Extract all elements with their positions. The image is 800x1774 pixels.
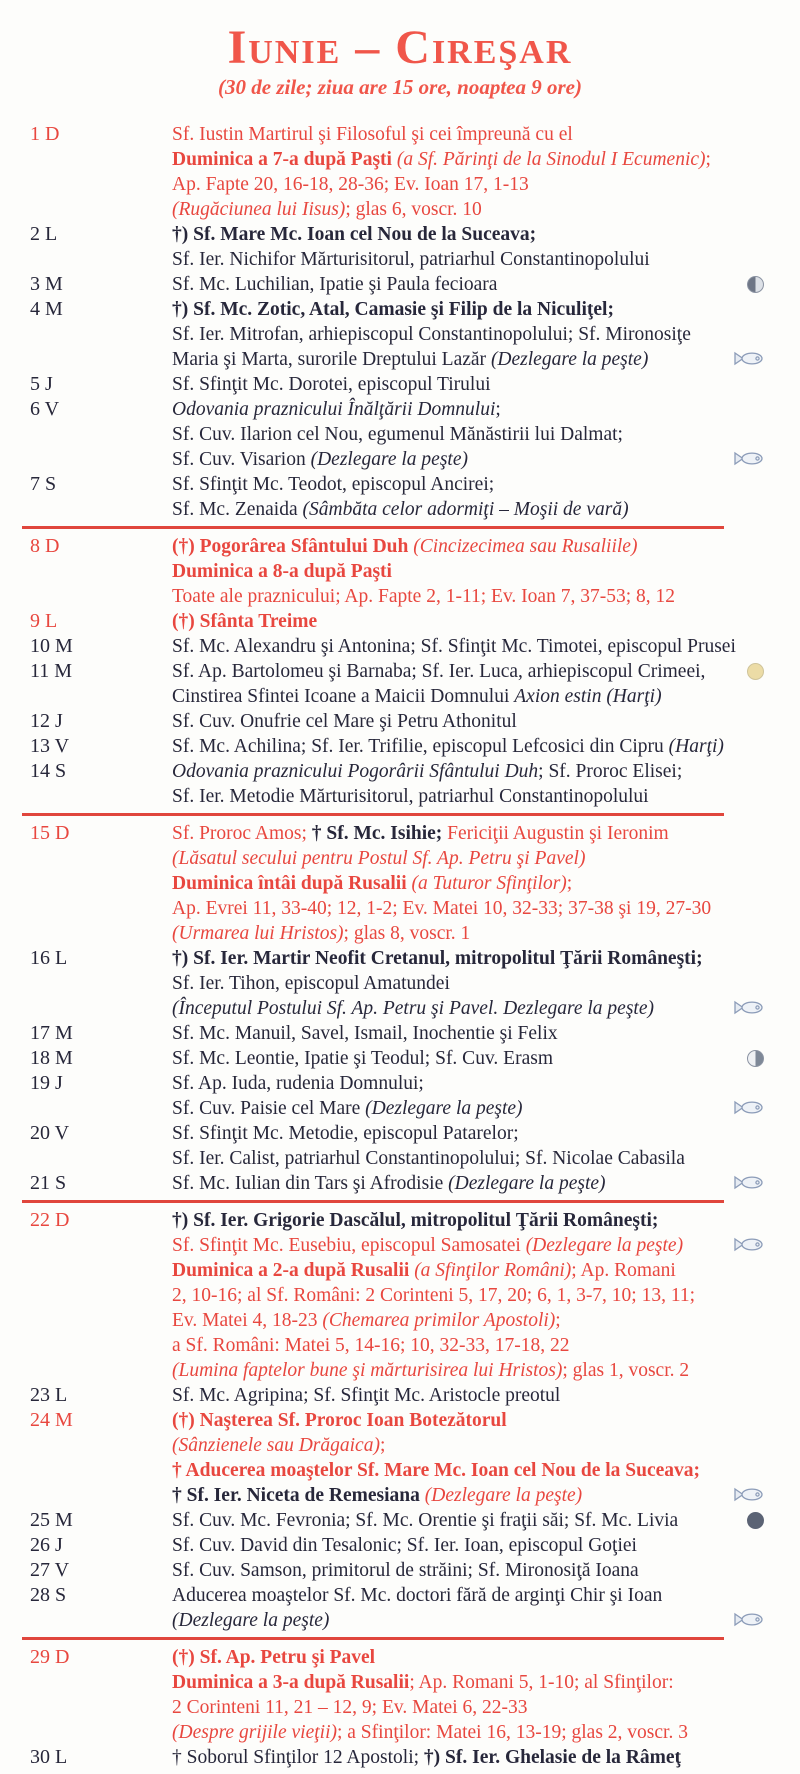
entry-lines <box>172 1583 800 1633</box>
text-segment: Sf. Mc. Agripina; Sf. Sfinţit Mc. Aristocle preotul <box>172 1385 561 1406</box>
entry-line <box>172 871 800 896</box>
date-label: 29 D <box>30 1646 70 1668</box>
text-segment: Aducerea moaştelor Sf. Mc. doctori fără de arginţi Chir şi Ioan <box>172 1585 663 1606</box>
text-segment: (Lumina faptelor bune şi mărturisirea lui Hristos) <box>172 1360 563 1381</box>
entry-line <box>172 1383 800 1408</box>
text-segment: Sf. Sfinţit Mc. Eusebiu, episcopul Samosatei <box>172 1235 526 1256</box>
entry-line <box>172 1508 800 1533</box>
entry-line <box>172 759 800 784</box>
date-label: 16 L <box>30 947 68 969</box>
entry-line <box>172 1670 800 1695</box>
entry-line <box>172 147 800 172</box>
date-label: 21 S <box>30 1172 67 1194</box>
fish-icon <box>734 1100 764 1115</box>
text-segment: Sf. Ier. Nichifor Mărturisitorul, patriarhul Constantinopolului <box>172 249 650 270</box>
entry-line <box>172 172 800 197</box>
calendar-entry <box>0 759 800 809</box>
text-segment: Sf. Proroc Amos; <box>172 823 312 844</box>
text-segment: †) Sf. Mare Mc. Ioan cel Nou de la Suceava; <box>172 224 537 245</box>
moon-last-quarter-icon <box>747 276 764 293</box>
text-segment: (Sânzienele sau Drăgaica) <box>172 1435 380 1456</box>
entry-line <box>172 497 800 522</box>
text-segment: ; glas 6, voscr. 10 <box>345 199 482 220</box>
entry-lines <box>172 759 800 809</box>
date-label: 19 J <box>30 1072 63 1094</box>
date-label: 9 L <box>30 610 58 632</box>
entry-line <box>172 197 800 222</box>
text-segment: Sf. Cuv. Mc. Fevronia; Sf. Mc. Orentie şi fraţii săi; Sf. Mc. Livia <box>172 1510 679 1531</box>
text-segment: (Chemarea primilor Apostoli) <box>322 1310 556 1331</box>
text-segment: Ap. Evrei 11, 33-40; 12, 1-2; Ev. Matei 10, 32-33; 37-38 şi 19, 27-30 <box>172 898 712 919</box>
text-segment: Odovania praznicului Înălţării Domnului <box>172 399 496 420</box>
text-segment: Fericiţii Augustin şi Ieronim <box>442 823 669 844</box>
entry-line <box>172 971 800 996</box>
calendar-entry <box>0 946 800 1021</box>
entry-lines <box>172 659 800 709</box>
calendar-entry <box>0 1745 800 1770</box>
entry-line <box>172 397 800 422</box>
date-label: 26 J <box>30 1534 63 1556</box>
entry-line <box>172 1233 800 1258</box>
calendar-entry <box>0 397 800 472</box>
text-segment: Sf. Mc. Manuil, Savel, Ismail, Inochentie şi Felix <box>172 1023 558 1044</box>
entry-lines <box>172 1171 800 1196</box>
date-label: 11 M <box>30 660 73 682</box>
entry-line <box>172 1720 800 1745</box>
text-segment: (a Tuturor Sfinţilor) <box>411 873 567 894</box>
date-label: 4 M <box>30 298 63 320</box>
entry-line <box>172 784 800 809</box>
entry-lines <box>172 1383 800 1408</box>
fish-icon <box>734 1175 764 1190</box>
date-label: 5 J <box>30 373 53 395</box>
entry-line <box>172 347 800 372</box>
text-segment: Sf. Ier. Mitrofan, arhiepiscopul Constantinopolului; Sf. Mironosiţe <box>172 324 691 345</box>
date-label: 6 V <box>30 398 60 420</box>
text-segment: (a Sf. Părinţi de la Sinodul I Ecumenic) <box>396 149 706 170</box>
text-segment: (†) Pogorârea Sfântului Duh <box>172 536 414 557</box>
text-segment: Duminica a 3-a după Rusalii <box>172 1672 410 1693</box>
entry-lines <box>172 609 800 634</box>
date-label: 12 J <box>30 710 63 732</box>
calendar-entry <box>0 1046 800 1071</box>
text-segment: (a Sfinţilor Români) <box>414 1260 572 1281</box>
entry-line <box>172 1308 800 1333</box>
text-segment: ; <box>705 149 711 170</box>
date-label: 7 S <box>30 473 57 495</box>
entry-lines <box>172 1046 800 1071</box>
entry-line <box>172 1433 800 1458</box>
text-segment: (Lăsatul secului pentru Postul Sf. Ap. Petru şi Pavel) <box>172 848 586 869</box>
entry-lines <box>172 709 800 734</box>
entry-line <box>172 1146 800 1171</box>
entry-line <box>172 921 800 946</box>
text-segment: ; <box>495 399 501 420</box>
text-segment: (Dezlegare la peşte) <box>310 449 468 470</box>
calendar-entry <box>0 372 800 397</box>
entry-line <box>172 272 800 297</box>
text-segment: Sf. Sfinţit Mc. Metodie, episcopul Patarelor; <box>172 1123 519 1144</box>
entry-line <box>172 1608 800 1633</box>
moon-first-quarter-icon <box>747 1050 764 1067</box>
entry-line <box>172 1071 800 1096</box>
text-segment: ; glas 8, voscr. 1 <box>343 923 471 944</box>
entry-lines <box>172 222 800 272</box>
text-segment: (Cincizecimea sau Rusaliile) <box>413 536 638 557</box>
entry-lines <box>172 1508 800 1533</box>
date-label: 30 L <box>30 1746 68 1768</box>
entry-line <box>172 1558 800 1583</box>
entry-line <box>172 472 800 497</box>
text-segment: (Dezlegare la peşte) <box>525 1235 684 1256</box>
entry-line <box>172 996 800 1021</box>
date-label: 10 M <box>30 635 73 657</box>
entry-line <box>172 946 800 971</box>
entry-line <box>172 247 800 272</box>
entry-lines <box>172 1121 800 1171</box>
text-segment: a Sf. Români: Matei 5, 14-16; 10, 32-33, 17-18, 22 <box>172 1335 570 1356</box>
entry-lines <box>172 1021 800 1046</box>
entry-lines <box>172 1208 800 1383</box>
entry-lines <box>172 122 800 222</box>
entry-line <box>172 559 800 584</box>
text-segment: (Despre grijile vieţii) <box>172 1722 337 1743</box>
date-label: 22 D <box>30 1209 70 1231</box>
calendar-entry <box>0 1408 800 1508</box>
entry-line <box>172 1583 800 1608</box>
fish-icon <box>734 1612 764 1627</box>
entry-line <box>172 1096 800 1121</box>
calendar-entry <box>0 297 800 372</box>
text-segment: Maria şi Marta, surorile Dreptului Lazăr <box>172 349 491 370</box>
text-segment: Sf. Mc. Leontie, Ipatie şi Teodul; Sf. Cuv. Erasm <box>172 1048 553 1069</box>
entry-line <box>172 734 800 759</box>
text-segment: †) Sf. Ier. Martir Neofit Cretanul, mitropolitul Ţării Româneşti; <box>172 948 703 969</box>
text-segment: †) Sf. Mc. Zotic, Atal, Camasie şi Filip de la Niculiţel; <box>172 299 614 320</box>
calendar-entry <box>0 609 800 634</box>
calendar-entry <box>0 122 800 222</box>
text-segment: 2, 10-16; al Sf. Români: 2 Corinteni 5, 17, 20; 6, 1, 3-7, 10; 13, 11; <box>172 1285 696 1306</box>
entry-lines <box>172 734 800 759</box>
text-segment: †) Sf. Ier. Ghelasie de la Râmeţ <box>423 1747 681 1768</box>
text-segment: Duminica a 8-a după Paşti <box>172 561 392 582</box>
date-label: 2 L <box>30 223 58 245</box>
text-segment: Sf. Mc. Alexandru şi Antonina; Sf. Sfinţit Mc. Timotei, episcopul Prusei <box>172 636 736 657</box>
entry-line <box>172 1695 800 1720</box>
text-segment: Sf. Cuv. Samson, primitorul de străini; Sf. Mironosiţă Ioana <box>172 1560 639 1581</box>
entry-line <box>172 222 800 247</box>
section-separator <box>22 1200 724 1203</box>
text-segment: Sf. Cuv. Visarion <box>172 449 311 470</box>
section-separator <box>22 813 724 816</box>
calendar-entry <box>0 472 800 522</box>
text-segment: Duminica întâi după Rusalii <box>172 873 412 894</box>
text-segment: †) Sf. Ier. Grigorie Dascălul, mitropolitul Ţării Româneşti; <box>172 1210 659 1231</box>
calendar-entry <box>0 821 800 946</box>
entry-line <box>172 1483 800 1508</box>
calendar-entry <box>0 1508 800 1533</box>
text-segment: † Sf. Mc. Isihie; <box>311 823 443 844</box>
entry-lines <box>172 946 800 1021</box>
text-segment: † Sf. Ier. Niceta de Remesiana <box>172 1485 425 1506</box>
month-subtitle: (30 de zile; ziua are 15 ore, noaptea 9 ore) <box>218 75 582 99</box>
date-label: 15 D <box>30 822 70 844</box>
entry-lines <box>172 1071 800 1121</box>
text-segment: Sf. Ier. Metodie Mărturisitorul, patriarhul Constantinopolului <box>172 786 649 807</box>
text-segment: ; <box>555 1310 561 1331</box>
entry-line <box>172 297 800 322</box>
date-label: 18 M <box>30 1047 73 1069</box>
entry-line <box>172 684 800 709</box>
text-segment: Sf. Ap. Iuda, rudenia Domnului; <box>172 1073 424 1094</box>
text-segment: (Dezlegare la peşte) <box>490 349 649 370</box>
text-segment: Sf. Mc. Achilina; Sf. Ier. Trifilie, episcopul Lefcosici din Cipru <box>172 736 669 757</box>
text-segment: ; Ap. Romani <box>571 1260 676 1281</box>
entry-line <box>172 1408 800 1433</box>
entry-lines <box>172 534 800 609</box>
entry-line <box>172 584 800 609</box>
entry-lines <box>172 1408 800 1508</box>
entry-line <box>172 846 800 871</box>
entry-line <box>172 1121 800 1146</box>
entry-line <box>172 609 800 634</box>
text-segment: Sf. Cuv. Paisie cel Mare <box>172 1098 366 1119</box>
entry-line <box>172 1458 800 1483</box>
text-segment: 2 Corinteni 11, 21 – 12, 9; Ev. Matei 6, 22-33 <box>172 1697 528 1718</box>
entry-lines <box>172 472 800 522</box>
date-label: 23 L <box>30 1384 68 1406</box>
fish-icon <box>734 1487 764 1502</box>
entry-line <box>172 534 800 559</box>
text-segment: Sf. Ier. Tihon, episcopul Amatundei <box>172 973 450 994</box>
entry-line <box>172 422 800 447</box>
text-segment: Sf. Iustin Martirul şi Filosoful şi cei împreună cu el <box>172 124 573 145</box>
section-separator <box>22 1637 724 1640</box>
calendar-entry <box>0 634 800 659</box>
text-segment: (Sâmbăta celor adormiţi – Moşii de vară) <box>302 499 629 520</box>
entry-line <box>172 372 800 397</box>
entry-line <box>172 709 800 734</box>
text-segment: Toate ale praznicului; Ap. Fapte 2, 1-11; Ev. Ioan 7, 37-53; 8, 12 <box>172 586 675 607</box>
text-segment: (†) Naşterea Sf. Proroc Ioan Botezătorul <box>172 1410 507 1431</box>
text-segment: (†) Sfânta Treime <box>172 611 318 632</box>
entry-lines <box>172 297 800 372</box>
text-segment: ; <box>379 1435 386 1456</box>
entry-lines <box>172 821 800 946</box>
text-segment: ; <box>566 873 573 894</box>
calendar-entry <box>0 222 800 272</box>
date-label: 20 V <box>30 1122 70 1144</box>
text-segment: Sf. Mc. Zenaida <box>172 499 303 520</box>
entry-line <box>172 1283 800 1308</box>
text-segment: Sf. Cuv. Onufrie cel Mare şi Petru Athonitul <box>172 711 517 732</box>
text-segment: Sf. Ap. Bartolomeu şi Barnaba; Sf. Ier. Luca, arhiepiscopul Crimeei, <box>172 661 706 682</box>
text-segment: Sf. Ier. Calist, patriarhul Constantinopolului; Sf. Nicolae Cabasila <box>172 1148 685 1169</box>
fish-icon <box>734 1237 764 1252</box>
entry-line <box>172 322 800 347</box>
text-segment: Sf. Cuv. Ilarion cel Nou, egumenul Mănăstirii lui Dalmat; <box>172 424 623 445</box>
text-segment: Sf. Cuv. David din Tesalonic; Sf. Ier. Ioan, episcopul Goţiei <box>172 1535 637 1556</box>
date-label: 27 V <box>30 1559 70 1581</box>
entry-lines <box>172 1745 800 1770</box>
text-segment: (Dezlegare la peşte) <box>424 1485 583 1506</box>
entry-line <box>172 1258 800 1283</box>
text-segment: Duminica a 2-a după Rusalii <box>172 1260 415 1281</box>
entry-line <box>172 659 800 684</box>
entry-line <box>172 1533 800 1558</box>
calendar-entry <box>0 709 800 734</box>
entry-line <box>172 821 800 846</box>
date-label: 17 M <box>30 1022 73 1044</box>
calendar-entry <box>0 1383 800 1408</box>
calendar-entry <box>0 1645 800 1745</box>
text-segment: (Dezlegare la peşte) <box>172 1610 330 1631</box>
entry-line <box>172 1333 800 1358</box>
calendar-entry <box>0 534 800 609</box>
text-segment: (†) Sf. Ap. Petru şi Pavel <box>172 1647 376 1668</box>
entry-lines <box>172 1645 800 1745</box>
entry-line <box>172 1208 800 1233</box>
entry-lines <box>172 372 800 397</box>
entry-line <box>172 447 800 472</box>
fish-icon <box>734 451 764 466</box>
fish-icon <box>734 1000 764 1015</box>
calendar-entry <box>0 659 800 709</box>
entry-line <box>172 896 800 921</box>
text-segment: (Dezlegare la peşte) <box>365 1098 523 1119</box>
text-segment: ; Sf. Proroc Elisei; <box>538 761 683 782</box>
text-segment: (Harţi) <box>668 736 724 757</box>
entry-line <box>172 1046 800 1071</box>
text-segment: Sf. Mc. Luchilian, Ipatie şi Paula fecioara <box>172 274 498 295</box>
entry-lines <box>172 397 800 472</box>
entry-line <box>172 1358 800 1383</box>
section-separator <box>22 526 724 529</box>
calendar-entry <box>0 1558 800 1583</box>
date-label: 24 M <box>30 1409 73 1431</box>
text-segment: Duminica a 7-a după Paşti <box>172 149 397 170</box>
text-segment: (Începutul Postului Sf. Ap. Petru şi Pavel. Dezlegare la peşte) <box>172 998 654 1019</box>
text-segment: Cinstirea Sfintei Icoane a Maicii Domnului <box>172 686 515 707</box>
calendar-entry <box>0 1171 800 1196</box>
date-label: 25 M <box>30 1509 73 1531</box>
entry-lines <box>172 1558 800 1583</box>
entry-line <box>172 1021 800 1046</box>
entry-line <box>172 1171 800 1196</box>
calendar-entry <box>0 272 800 297</box>
text-segment: Sf. Sfinţit Mc. Dorotei, episcopul Tirului <box>172 374 491 395</box>
text-segment: ; Ap. Romani 5, 1-10; al Sfinţilor: <box>409 1672 674 1693</box>
date-label: 8 D <box>30 535 60 557</box>
calendar-entries <box>0 122 800 1770</box>
text-segment: Axion estin (Harţi) <box>514 686 662 707</box>
entry-lines <box>172 272 800 297</box>
entry-line <box>172 634 800 659</box>
text-segment: † Soborul Sfinţilor 12 Apostoli; <box>172 1747 424 1768</box>
text-segment: Sf. Sfinţit Mc. Teodot, episcopul Ancirei; <box>172 474 495 495</box>
moon-new-icon <box>747 1512 764 1529</box>
entry-line <box>172 1645 800 1670</box>
entry-lines <box>172 634 800 659</box>
text-segment: Ap. Fapte 20, 16-18, 28-36; Ev. Ioan 17, 1-13 <box>172 174 529 195</box>
text-segment: Odovania praznicului Pogorârii Sfântului Duh <box>172 761 539 782</box>
calendar-entry <box>0 1208 800 1383</box>
date-label: 13 V <box>30 735 70 757</box>
text-segment: (Urmarea lui Hristos) <box>172 923 344 944</box>
calendar-entry <box>0 1583 800 1633</box>
moon-full-icon <box>747 663 764 680</box>
fish-icon <box>734 351 764 366</box>
calendar-entry <box>0 734 800 759</box>
calendar-entry <box>0 1533 800 1558</box>
text-segment: ; glas 1, voscr. 2 <box>562 1360 690 1381</box>
date-label: 28 S <box>30 1584 67 1606</box>
date-label: 14 S <box>30 760 67 782</box>
entry-lines <box>172 1533 800 1558</box>
calendar-entry <box>0 1121 800 1171</box>
text-segment: (Rugăciunea lui Iisus) <box>172 199 346 220</box>
text-segment: (Dezlegare la peşte) <box>448 1173 606 1194</box>
entry-line <box>172 1745 800 1770</box>
entry-line <box>172 122 800 147</box>
text-segment: ; a Sfinţilor: Matei 16, 13-19; glas 2, voscr. 3 <box>336 1722 688 1743</box>
month-title: Iunie – Cireşar <box>227 21 573 74</box>
date-label: 1 D <box>30 123 60 145</box>
text-segment: Sf. Mc. Iulian din Tars şi Afrodisie <box>172 1173 449 1194</box>
calendar-entry <box>0 1021 800 1046</box>
text-segment: † Aducerea moaştelor Sf. Mare Mc. Ioan cel Nou de la Suceava; <box>172 1460 701 1481</box>
text-segment: Ev. Matei 4, 18-23 <box>172 1310 323 1331</box>
date-label: 3 M <box>30 273 63 295</box>
calendar-entry <box>0 1071 800 1121</box>
